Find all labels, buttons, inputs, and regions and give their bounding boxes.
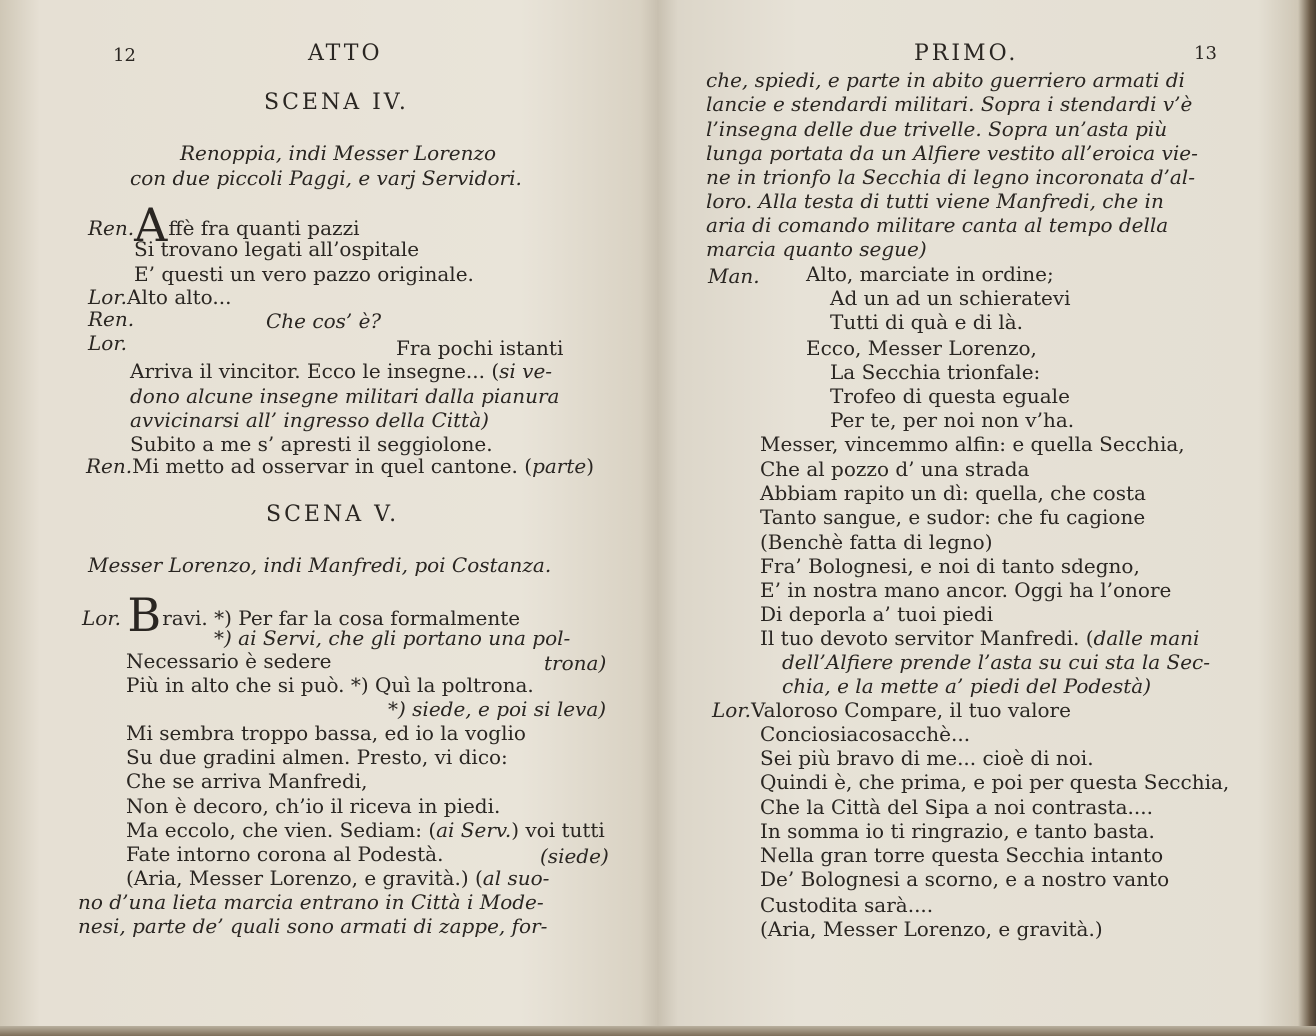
verse-line: Che al pozzo d’ una strada xyxy=(760,457,1030,481)
verse-line: Che se arriva Manfredi, xyxy=(126,769,368,793)
speaker-label: Ren. xyxy=(88,216,135,240)
verse-line: Alto alto... xyxy=(127,285,232,309)
stage-direction: dell’Alfiere prende l’asta su cui sta la Sec- xyxy=(782,650,1210,674)
speech-lorenzo-4 xyxy=(712,698,1071,722)
verse-line: Ecco, Messer Lorenzo, xyxy=(806,336,1037,360)
page-number-left: 12 xyxy=(113,45,136,66)
verse-line: Mi sembra troppo bassa, ed io la voglio xyxy=(126,721,526,745)
verse-line: Trofeo di questa eguale xyxy=(830,384,1070,408)
verse-text: ravi. *) Per far la cosa formalmente xyxy=(162,606,521,630)
verse-text: Valoroso Compare, il tuo valore xyxy=(751,698,1071,722)
drop-cap: A xyxy=(134,198,168,252)
verse-line: Fra’ Bolognesi, e noi di tanto sdegno, xyxy=(760,554,1140,578)
verse-text: ) xyxy=(586,454,595,478)
stage-direction: si ve- xyxy=(499,359,553,383)
stage-direction: chia, e la mette a’ piedi del Podestà) xyxy=(782,674,1152,698)
verse-line: Alto, marciate in ordine; xyxy=(806,262,1054,286)
verse-line: Fate intorno corona al Podestà. xyxy=(126,842,444,866)
stage-direction: l’insegna delle due trivelle. Sopra un’asta più xyxy=(706,117,1168,141)
speaker-label: Lor. xyxy=(712,698,752,722)
stage-direction: avvicinarsi all’ ingresso della Città) xyxy=(130,408,489,432)
running-head-left: ATTO xyxy=(308,41,383,66)
speaker-label: Lor. xyxy=(88,285,128,309)
speech-renoppia-1 xyxy=(88,198,360,252)
stage-direction: lunga portata da un Alfiere vestito all’eroica vie- xyxy=(706,141,1198,165)
verse-line: Per te, per noi non v’ha. xyxy=(830,408,1075,432)
scene-4-title: SCENA IV. xyxy=(264,90,409,115)
verse-line: La Secchia trionfale: xyxy=(830,360,1041,384)
book-bottom-edge xyxy=(0,1026,1316,1036)
stage-direction: nesi, parte de’ quali sono armati di zappe, for- xyxy=(78,914,548,938)
verse-text: (Aria, Messer Lorenzo, e gravità.) ( xyxy=(126,866,483,890)
verse-text: Mi metto ad osservar in quel cantone. ( xyxy=(132,454,533,478)
verse-line: Abbiam rapito un dì: quella, che costa xyxy=(760,481,1146,505)
verse-line: E’ in nostra mano ancor. Oggi ha l’onore xyxy=(760,578,1172,602)
verse-line: Necessario è sedere xyxy=(126,649,332,673)
verse-line xyxy=(126,866,549,890)
drop-cap: B xyxy=(127,588,162,642)
right-page xyxy=(658,0,1316,1036)
stage-direction: marcia quanto segue) xyxy=(706,237,927,261)
verse-line: De’ Bolognesi a scorno, e a nostro vanto xyxy=(760,867,1170,891)
stage-direction: trona) xyxy=(544,651,607,675)
verse-text: ) voi tutti xyxy=(511,818,605,842)
stage-direction: dalle mani xyxy=(1093,626,1200,650)
verse-line: Su due gradini almen. Presto, vi dico: xyxy=(126,745,508,769)
page-number-right: 13 xyxy=(1194,43,1217,64)
stage-direction: che, spiedi, e parte in abito guerriero armati di xyxy=(706,68,1185,92)
verse-line xyxy=(130,359,552,383)
verse-line: (Benchè fatta di legno) xyxy=(760,530,993,554)
stage-direction: ne in trionfo la Secchia di legno incoronata d’al- xyxy=(706,165,1195,189)
speaker-label: Man. xyxy=(708,264,760,288)
verse-line: Che la Città del Sipa a noi contrasta.... xyxy=(760,795,1153,819)
speech-lorenzo-1 xyxy=(88,285,231,309)
verse-line: Di deporla a’ tuoi piedi xyxy=(760,602,994,626)
verse-line xyxy=(760,626,1199,650)
verse-line: Subito a me s’ apresti il seggiolone. xyxy=(130,432,493,456)
verse-line: (Aria, Messer Lorenzo, e gravità.) xyxy=(760,917,1103,941)
verse-line: Non è decoro, ch’io il riceva in piedi. xyxy=(126,794,501,818)
verse-line: Sei più bravo di me... cioè di noi. xyxy=(760,746,1094,770)
scene-5-cast: Messer Lorenzo, indi Manfredi, poi Costanza. xyxy=(88,553,552,577)
scene-4-cast-line-1: Renoppia, indi Messer Lorenzo xyxy=(180,141,497,165)
stage-direction: *) siede, e poi si leva) xyxy=(388,697,607,721)
stage-direction: lancie e stendardi militari. Sopra i stendardi v’è xyxy=(706,92,1193,116)
stage-direction: dono alcune insegne militari dalla pianura xyxy=(130,384,560,408)
verse-line: Quindi è, che prima, e poi per questa Secchia, xyxy=(760,770,1230,794)
verse-line: Tutti di quà e di là. xyxy=(830,310,1023,334)
scene-5-title: SCENA V. xyxy=(266,502,400,527)
verse-line: ffè fra quanti pazzi xyxy=(168,216,360,240)
verse-text: Ma eccolo, che vien. Sediam: ( xyxy=(126,818,437,842)
verse-line: Conciosiacosacchè... xyxy=(760,722,971,746)
running-head-right: PRIMO. xyxy=(914,41,1019,66)
verse-line: Custodita sarà.... xyxy=(760,893,934,917)
scene-4-cast-line-2: con due piccoli Paggi, e varj Servidori. xyxy=(130,166,522,190)
stage-direction: loro. Alla testa di tutti viene Manfredi, che in xyxy=(706,189,1164,213)
speaker-label: Lor. xyxy=(88,331,128,355)
stage-direction: (siede) xyxy=(540,844,609,868)
speech-renoppia-3 xyxy=(86,454,594,478)
stage-direction: parte xyxy=(532,454,587,478)
verse-text: Il tuo devoto servitor Manfredi. ( xyxy=(760,626,1094,650)
verse-line: Si trovano legati all’ospitale xyxy=(134,237,420,261)
stage-direction: ai Serv. xyxy=(436,818,512,842)
verse-line: E’ questi un vero pazzo originale. xyxy=(134,262,474,286)
stage-direction: no d’una lieta marcia entrano in Città i Mode- xyxy=(78,890,544,914)
verse-line: Che cos’ è? xyxy=(266,309,382,333)
stage-direction: *) ai Servi, che gli portano una pol- xyxy=(214,626,571,650)
verse-line: Nella gran torre questa Secchia intanto xyxy=(760,843,1164,867)
speaker-label: Ren. xyxy=(86,454,133,478)
verse-line: Ad un ad un schieratevi xyxy=(830,286,1071,310)
speaker-label: Ren. xyxy=(88,307,135,331)
verse-line: Tanto sangue, e sudor: che fu cagione xyxy=(760,505,1146,529)
speaker-label: Lor. xyxy=(82,606,122,630)
verse-line: Messer, vincemmo alfin: e quella Secchia, xyxy=(760,432,1185,456)
stage-direction: al suo- xyxy=(482,866,550,890)
verse-text: Arriva il vincitor. Ecco le insegne... ( xyxy=(130,359,500,383)
verse-line: In somma io ti ringrazio, e tanto basta. xyxy=(760,819,1155,843)
stage-direction: aria di comando militare canta al tempo della xyxy=(706,213,1169,237)
verse-line xyxy=(126,818,605,842)
verse-line: Fra pochi istanti xyxy=(396,336,564,360)
verse-line: Più in alto che si può. *) Quì la poltrona. xyxy=(126,673,534,697)
